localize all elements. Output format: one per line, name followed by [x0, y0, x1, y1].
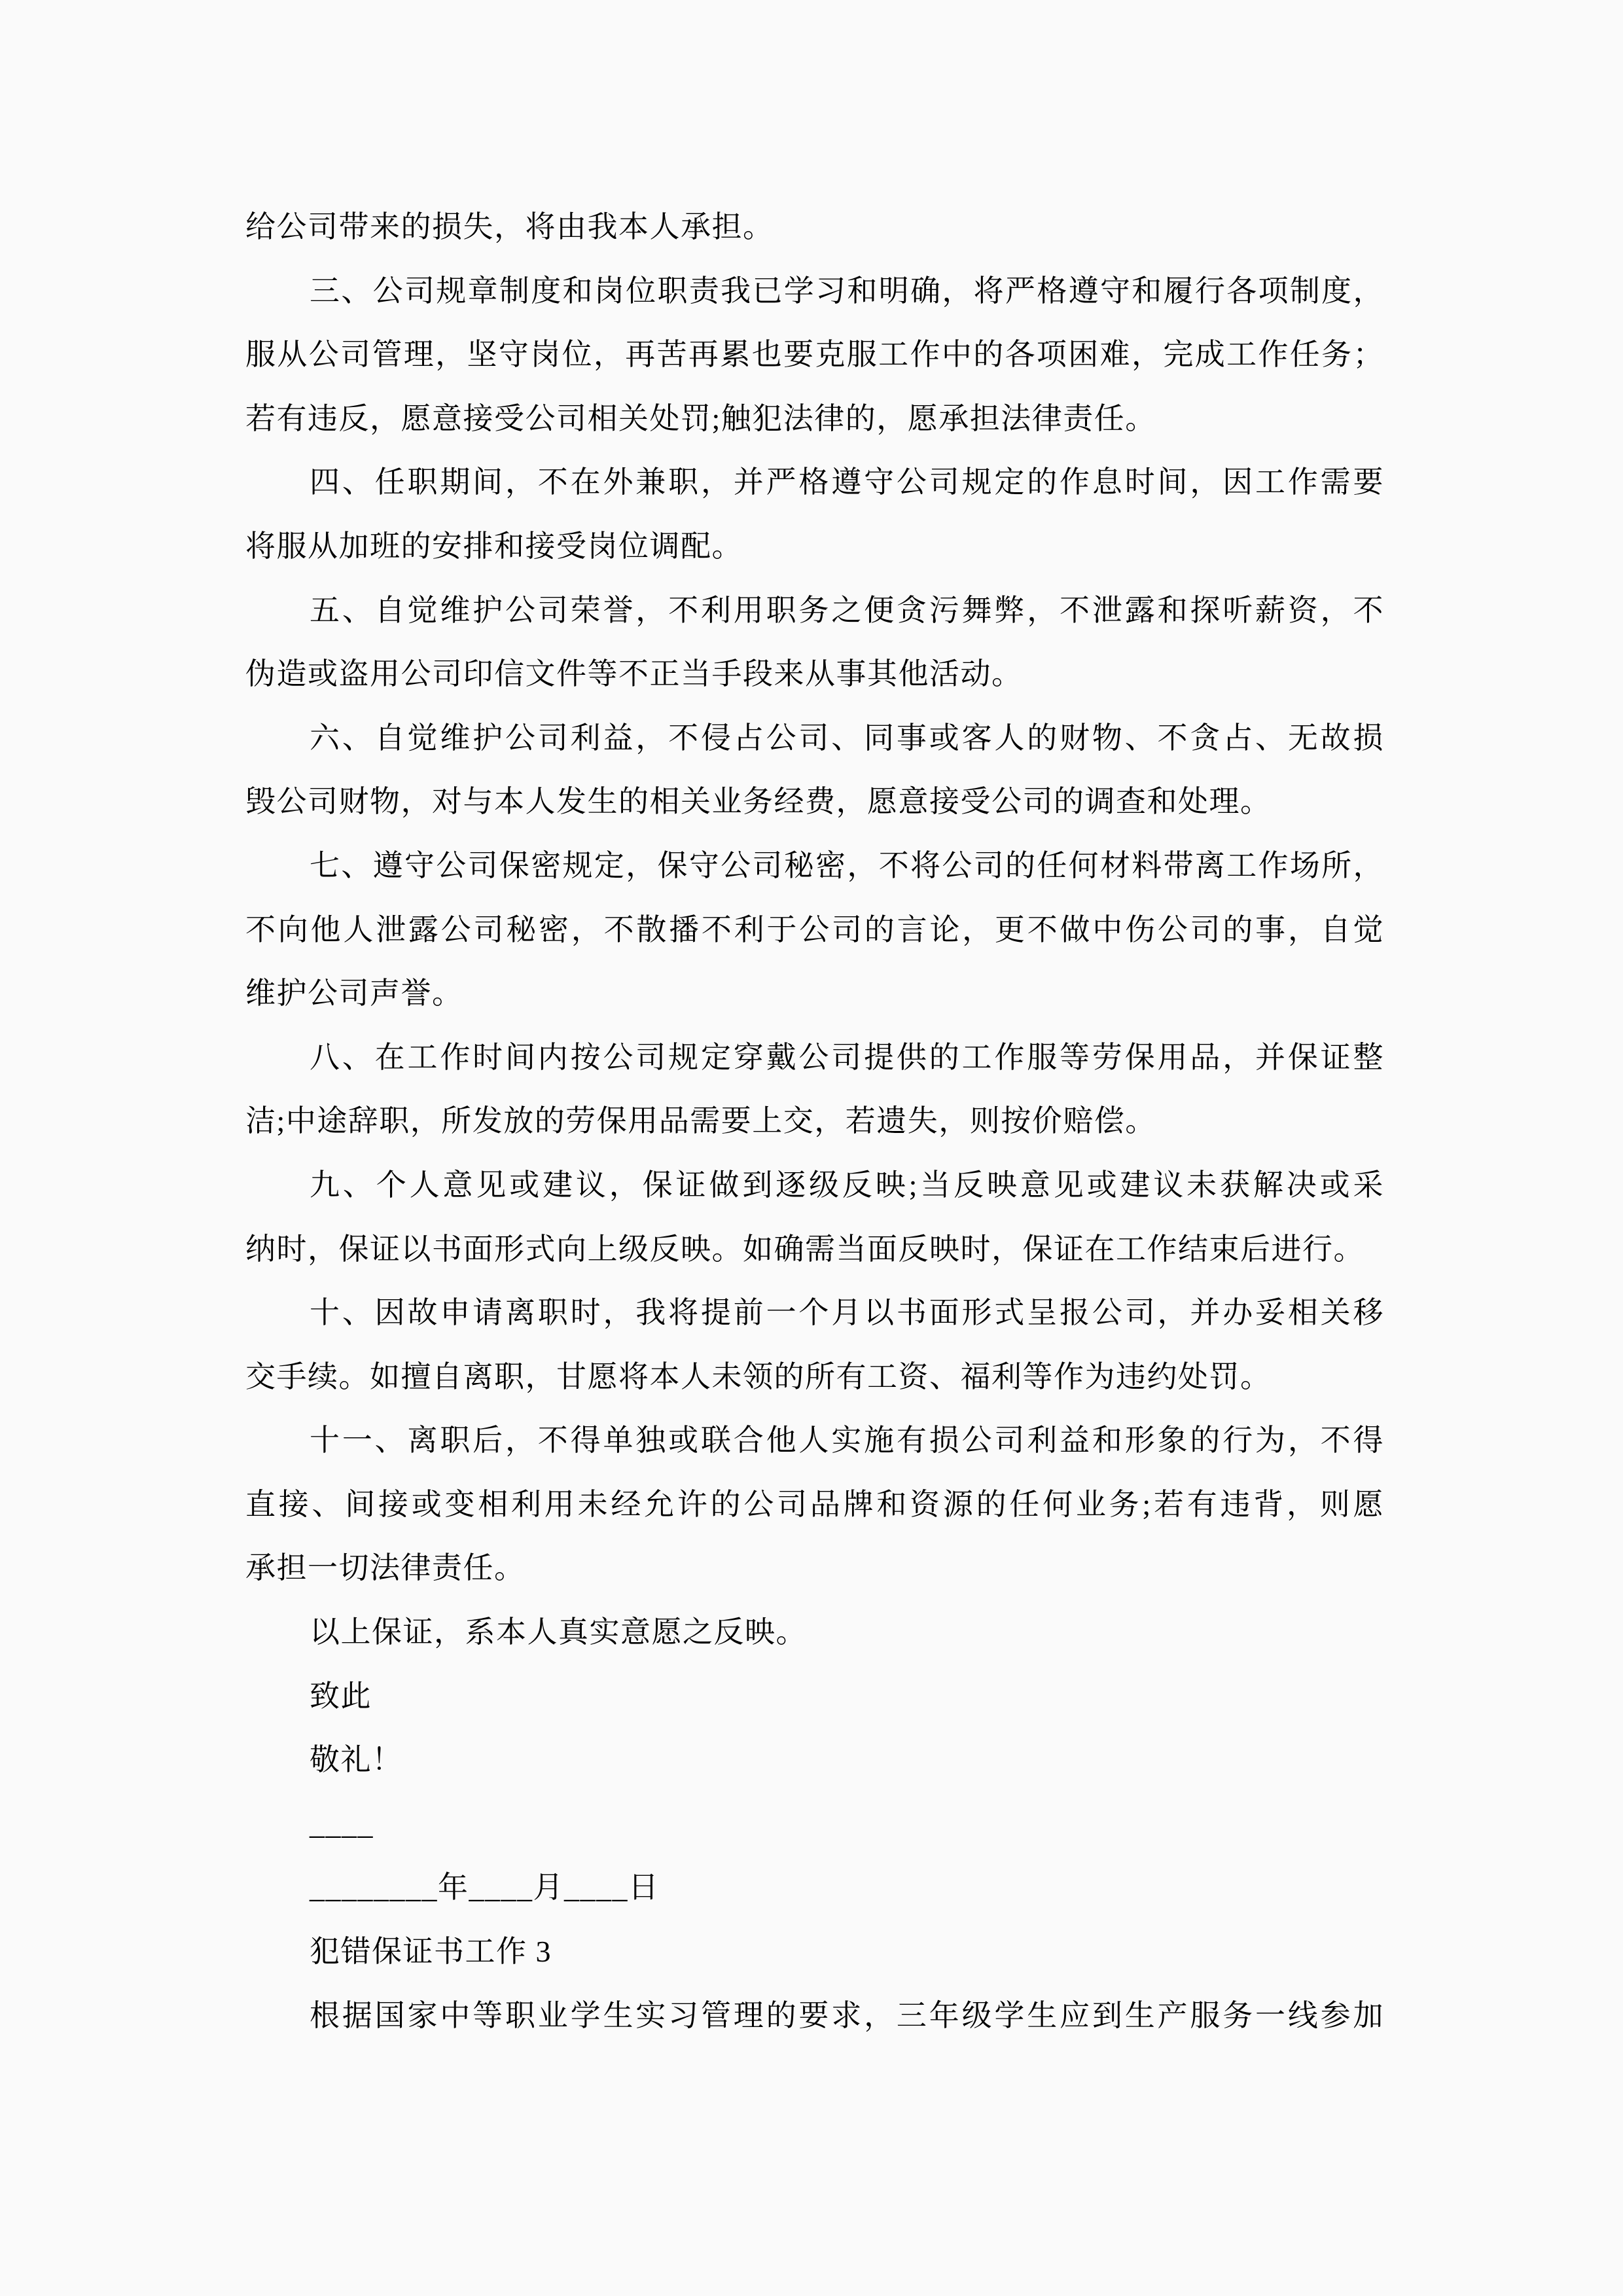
text-block: [245, 195, 1384, 2047]
line-body: 不向他人泄露公司秘密，不散播不利于公司的言论，更不做中伤公司的事，自觉: [245, 912, 1384, 946]
line-body: 九、个人意见或建议，保证做到逐级反映;当反映意见或建议未获解决或采: [310, 1168, 1384, 1202]
line-body: 以上保证，系本人真实意愿之反映。: [310, 1615, 807, 1649]
line-date-blank: ________年____月____日: [310, 1871, 660, 1905]
line-body: 若有违反，愿意接受公司相关处罚;触犯法律的，愿承担法律责任。: [245, 401, 1156, 435]
line-body: 将服从加班的安排和接受岗位调配。: [245, 529, 743, 563]
line-body: 洁;中途辞职，所发放的劳保用品需要上交，若遗失，则按价赔偿。: [245, 1104, 1156, 1138]
line-body: 六、自觉维护公司利益，不侵占公司、同事或客人的财物、不贪占、无故损: [310, 721, 1384, 755]
line-body: 直接、间接或变相利用未经允许的公司品牌和资源的任何业务;若有违背，则愿: [245, 1487, 1384, 1521]
line-body: 四、任职期间，不在外兼职，并严格遵守公司规定的作息时间，因工作需要: [310, 465, 1384, 499]
line-closing: 敬礼！: [310, 1743, 403, 1777]
line-closing: 致此: [310, 1679, 372, 1713]
line-body: 交手续。如擅自离职，甘愿将本人未领的所有工资、福利等作为违约处罚。: [245, 1359, 1272, 1393]
line-body: 八、在工作时间内按公司规定穿戴公司提供的工作服等劳保用品，并保证整: [310, 1040, 1384, 1074]
line-body: 伪造或盗用公司印信文件等不正当手段来从事其他活动。: [245, 657, 1023, 691]
line-body: 十、因故申请离职时，我将提前一个月以书面形式呈报公司，并办妥相关移: [310, 1296, 1384, 1330]
line-body: 给公司带来的损失，将由我本人承担。: [245, 210, 774, 243]
line-body: 根据国家中等职业学生实习管理的要求，三年级学生应到生产服务一线参加: [310, 1998, 1384, 2032]
line-body: 毁公司财物，对与本人发生的相关业务经费，愿意接受公司的调查和处理。: [245, 785, 1272, 819]
line-body: 三、公司规章制度和岗位职责我已学习和明确，将严格遵守和履行各项制度，: [310, 274, 1384, 308]
line-body: 纳时，保证以书面形式向上级反映。如确需当面反映时，保证在工作结束后进行。: [245, 1232, 1364, 1266]
line-body: 承担一切法律责任。: [245, 1551, 526, 1585]
line-section-heading: 犯错保证书工作 3: [310, 1935, 552, 1969]
line-body: 服从公司管理，坚守岗位，再苦再累也要克服工作中的各项困难，完成工作任务；: [245, 338, 1384, 372]
line-body: 十一、离职后，不得单独或联合他人实施有损公司利益和形象的行为，不得: [310, 1424, 1384, 1458]
line-body: 七、遵守公司保密规定，保守公司秘密，不将公司的任何材料带离工作场所，: [310, 848, 1384, 882]
line-body: 五、自觉维护公司荣誉，不利用职务之便贪污舞弊，不泄露和探听薪资，不: [310, 593, 1384, 627]
line-body: 维护公司声誉。: [245, 977, 463, 1011]
line-signature-blank: ____: [310, 1806, 374, 1840]
